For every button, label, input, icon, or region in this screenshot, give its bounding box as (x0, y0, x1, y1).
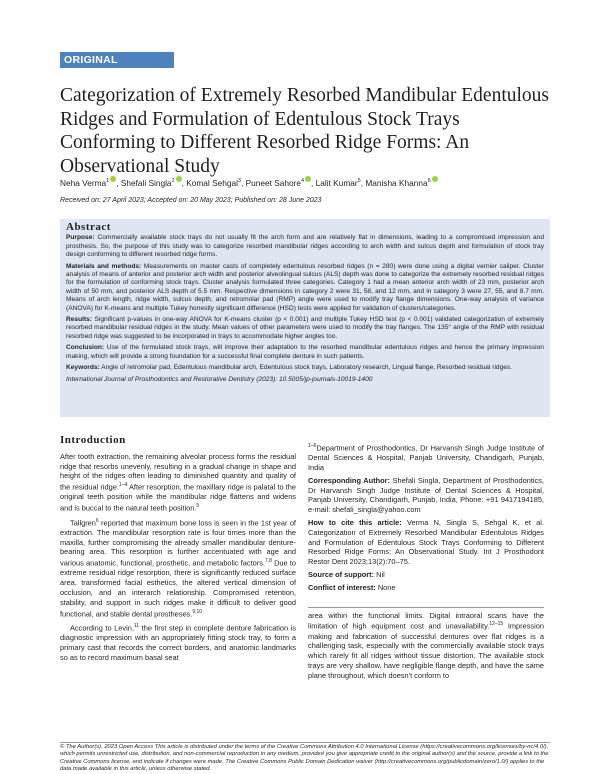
author: Manisha Khanna$^6$ (365, 178, 437, 188)
orcid-icon[interactable] (176, 176, 182, 182)
left-column (60, 432, 296, 666)
abstract-purpose: Purpose: Commercially available stock trays do not usually fit the arch form and are relatively flat in dimensions, leading to a compromised impression and prosthesis. So, the purpose of this study was to categorize resorbed mandibular ridges according to arch width and sulcus depth and formulation of stock tray design conforming to different resorbed ridge forms. (66, 234, 544, 259)
intro-paragraph-3: According to Levin,$^{11}$ the first step in complete denture fabrication is diagnostic impression with an appropriately fitting stock tray, to form a primary cast that records the correct borders, and anatomic landmarks so as to record maximum basal seat (60, 622, 296, 662)
orcid-icon[interactable] (110, 176, 116, 182)
publication-dates: Received on: 27 April 2023; Accepted on: 20 May 2023; Published on: 28 June 2023 (60, 197, 322, 204)
author-list: Neha Verma$^1$ , Shefali Singla$^2$ , Komal Sehgal$^3$, Puneet Sahore$^4$ , Lalit Kumar$^5$, Manisha Khanna$^6$ (60, 176, 580, 188)
journal-citation: International Journal of Prosthodontics and Restorative Dentistry (2023): 10.5005/jp-journals-10019-1400 (66, 375, 373, 383)
author: Komal Sehgal$^3$ (186, 177, 241, 188)
abstract-heading: Abstract (66, 221, 111, 233)
affiliation: $^{1-6}$Department of Prosthodontics, Dr Harvansh Singh Judge Institute of Dental Sciences & Hospital, Panjab University, Chandigarh, Punjab, India (308, 443, 544, 473)
column-divider (308, 607, 544, 608)
intro-paragraph-4: area within the functional limits. Digital intraoral scans have the limitation of high equipment cost and unavailability.$^{12-15}$ Impression making and fabrication of successful dentures over flat ridges is a challenging task, especially with the commercially available stock trays which rarely fit all ridges without tissue distortion. The available stock trays are very shallow, have negligible flange depth, and have the same plane throughout, which doesn't conform to (308, 610, 544, 680)
article-type-banner: ORIGINAL RESEARCH (60, 52, 174, 68)
intro-paragraph-1: After tooth extraction, the remaining alveolar process forms the residual ridge that resorbs unevenly, resulting in a gradual change in shape and height of the ridges often leading to diminished quantity and quality of the residual ridge.$^{1-4}$ After resorption, the maxillary ridge is palatal to the original teeth position while the mandibular ridge flattens and widens and is buccal to the natural teeth position.$^5$ (60, 451, 297, 513)
conflict-of-interest: Conflict of interest: None (308, 582, 396, 592)
abstract-methods: Materials and methods: Measurements on master casts of completely edentulous resorbed ridges (n = 280) were done using a digital vernier caliper. Cluster analysis of means of anterior and posterior arch width and posterior alveolingual sulcus (ALS) depth was done to categorize the extremely resorbed residual ridges for the formulation of conforming stock trays. Cluster analysis formulated three categories. Category 1 had a mean anterior arch width of 23 mm, posterior arch width of 50 mm, and posterior ALS depth of 5.5 mm. Respective dimensions in category 2 were 31, 58, and 12 mm, and in category 3 were 27, 55, and 8.7 mm. Means of arch length, ridge width, sulcus depth, and retromolar pad (RMP) angle were used to modify tray flange dimensions. One-way analysis of variance (ANOVA) for K-means and multiple Tukey honestly significant difference (HSD) tests were applied for validation of clusters/categories. (66, 262, 544, 312)
abstract-keywords: Keywords: Angle of retromolar pad, Edentulous mandibular arch, Edentulous stock trays, Laboratory research, Lingual flange, Resorbed residual ridges. (66, 364, 513, 372)
footer-divider (60, 742, 550, 743)
abstract-box (60, 219, 550, 417)
orcid-icon[interactable] (305, 176, 311, 182)
intro-paragraph-2: Tallgren$^6$ reported that maximum bone loss is seen in the 1st year of extraction. The mandibular resorption rate is four times more than the maxilla, further compromising the already smaller mandibular denture-bearing area. This resorption is further accentuated with age and various anatomic, functional, prosthetic, and metabolic factors.$^{7,8}$ Due to extreme residual ridge resorption, there is significantly reduced surface area, transformed facial esthetics, the altered vertical dimension of occlusion, and an interarch relationship. Compromised retention, stability, and support in such ridges make it difficult to deliver good functional, and stable dental prostheses.$^{9,10}$ (60, 517, 296, 619)
introduction-heading: Introduction (60, 434, 126, 446)
how-to-cite: How to cite this article: Verma N, Singla S, Sehgal K, et al. Categorization of Extremely Resorbed Mandibular Edentulous Ridges and Formulation of Edentulous Stock Trays Conforming to Different Resorbed Ridge Forms: An Observational Study. Int J Prosthodont Restor Dent 2023;13(2):70–75. (308, 518, 544, 567)
orcid-icon[interactable] (432, 176, 438, 182)
author: Shefali Singla$^2$ (121, 178, 182, 188)
right-column (308, 432, 544, 684)
source-of-support: Source of support: Nil (308, 570, 385, 580)
author: Puneet Sahore$^4$ (246, 178, 311, 188)
footnotes (308, 442, 544, 593)
author: Lalit Kumar$^5$ (315, 177, 361, 188)
abstract-conclusion: Conclusion: Use of the formulated stock trays, will improve their adaptation to the resorbed mandibular edentulous ridges and hence the primary impression making, which will provide a strong foundation for a successful final complete denture in such patients. (66, 344, 544, 360)
license-footer: © The Author(s). 2023 Open Access This article is distributed under the terms of the Creative Commons Attribution 4.0 International License (https://creativecommons.org/licenses/by-nc/4.0/), which permits unrestricted use, distribution, and non-commercial reproduction in any medium, provided you give appropriate credit to the original author(s) and the source, provide a link to the Creative Commons license, and indicate if changes were made. The Creative Commons Public Domain Dedication waiver (http://creativecommons.org/publicdomain/zero/1.0/) applies to the data made available in this article, unless otherwise stated. (60, 744, 549, 773)
article-title: Categorization of Extremely Resorbed Mandibular Edentulous Ridges and Formulation of Edentulous Stock Trays Conforming to Different Resorbed Ridge Forms: An Observational Study (60, 85, 549, 177)
abstract-results: Results: Significant p-values in one-way ANOVA for K-means cluster (p < 0.001) and multiple Tukey HSD test (p < 0.001) validated categorization of extremely resorbed mandibular residual ridges in the study. Mean values of other parameters were used to modify the tray flanges. The 135° angle of the RMP with residual resorbed ridge was suggested to be incorporated in trays to accommodate higher angles too. (66, 316, 544, 340)
author: Neha Verma$^1$ (60, 178, 116, 188)
corresponding-author: Corresponding Author: Shefali Singla, Department of Prosthodontics, Dr Harvansh Singh Judge Institute of Dental Sciences & Hospital, Panjab University, Chandigarh, Punjab, India, Phone: +91 9417194185, e-mail: shefali_singla@yahoo.com (308, 475, 544, 515)
